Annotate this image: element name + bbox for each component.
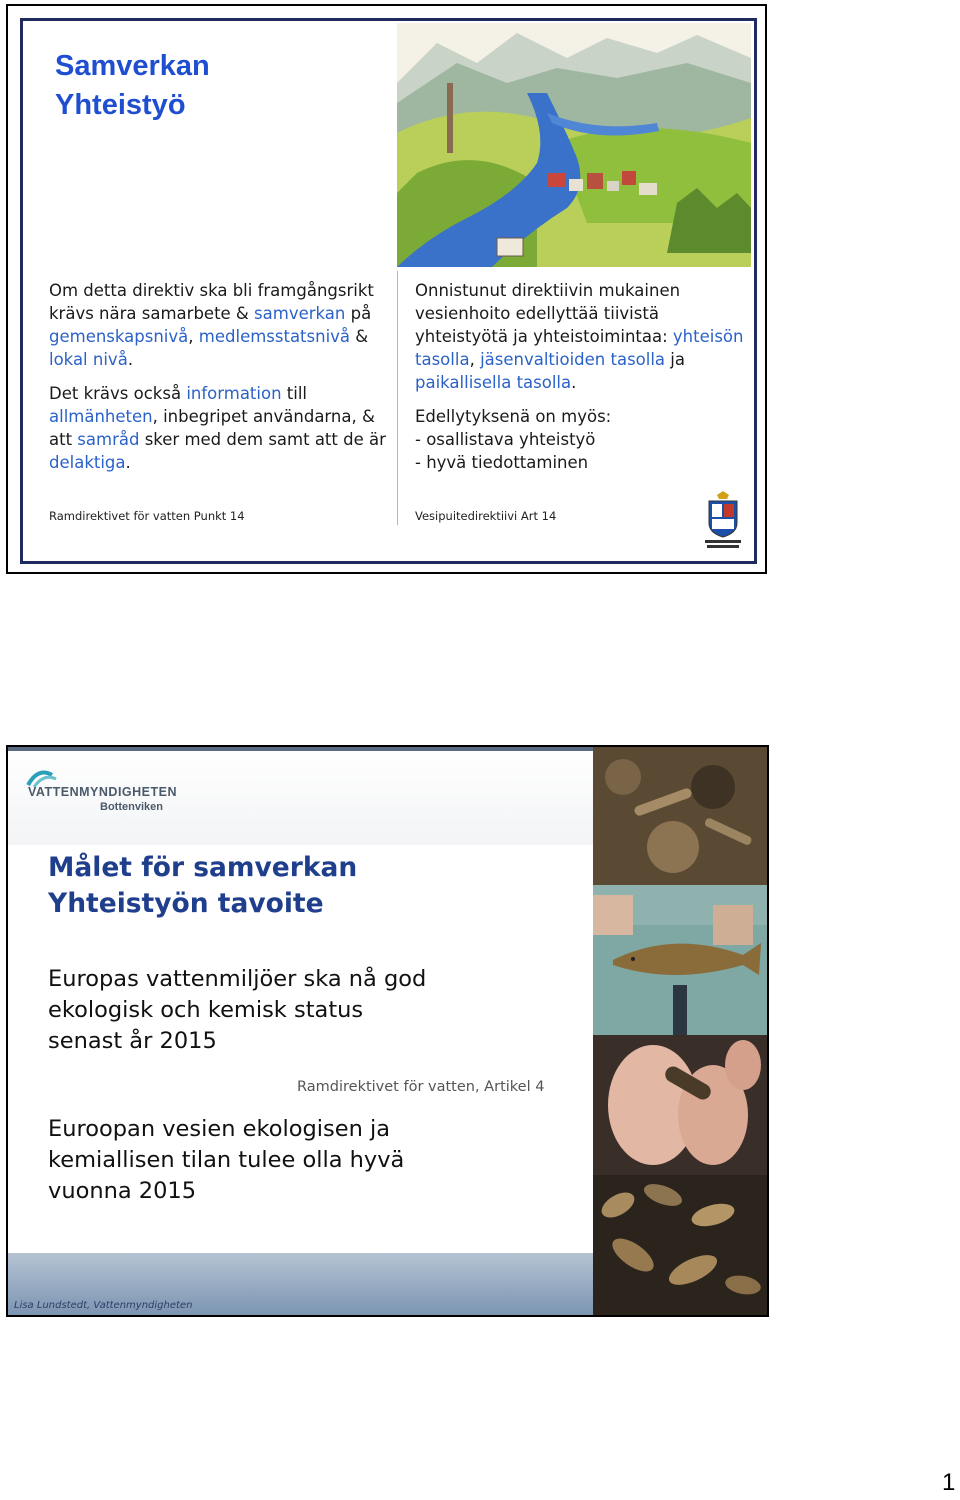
logo-name: VATTENMYNDIGHETEN xyxy=(28,785,178,799)
title-swedish: Samverkan xyxy=(55,50,210,82)
text-run: Onnistunut direktiivin mukainen vesienhoito edellyttää tiivistä yhteistyötä ja yhteistoimintaa: xyxy=(415,281,681,346)
slide-1 xyxy=(6,4,767,574)
footer-swedish-reference: Ramdirektivet för vatten Punkt 14 xyxy=(49,509,245,523)
photo-strip xyxy=(593,747,767,1315)
slide-2-title xyxy=(48,850,357,922)
finnish-paragraph-2 xyxy=(415,405,745,474)
title-finnish: Yhteistyö xyxy=(55,89,186,121)
slide-1-frame xyxy=(20,18,757,564)
column-divider xyxy=(397,271,398,525)
list-item: - hyvä tiedottaminen xyxy=(415,453,589,472)
text-run: Det krävs också xyxy=(49,384,187,403)
text-run: . xyxy=(125,453,131,472)
logo-subtitle: Bottenviken xyxy=(100,801,163,813)
text-run: . xyxy=(127,350,134,369)
highlight-medlemsstatsniva: medlemsstatsnivå xyxy=(198,327,351,346)
text-run: . xyxy=(571,373,577,392)
county-crest-logo xyxy=(701,491,745,549)
text-line: Edellytyksenä on myös: xyxy=(415,407,612,426)
text-line: Euroopan vesien ekologisen ja xyxy=(48,1116,391,1142)
text-run: till xyxy=(281,384,308,403)
highlight-samverkan: samverkan xyxy=(254,304,346,323)
text-line: ekologisk och kemisk status xyxy=(48,997,364,1023)
slide-1-title xyxy=(55,47,210,125)
highlight-yhteison-tasolla: yhteisön tasolla xyxy=(415,327,744,369)
swedish-paragraph-1 xyxy=(49,279,389,371)
swedish-paragraph-2 xyxy=(49,382,389,474)
finnish-text-column xyxy=(415,279,745,485)
article-reference: Ramdirektivet för vatten, Artikel 4 xyxy=(297,1079,545,1095)
highlight-gemenskapsniva: gemenskapsnivå xyxy=(49,327,189,346)
title-finnish: Yhteistyön tavoite xyxy=(48,888,324,919)
text-run: & xyxy=(350,327,369,346)
finnish-goal-text xyxy=(48,1114,588,1207)
text-line: Europas vattenmiljöer ska nå god xyxy=(48,966,427,992)
finnish-paragraph-1 xyxy=(415,279,745,394)
caddisfly-larvae-photo xyxy=(593,747,767,885)
highlight-lokal-niva: lokal nivå xyxy=(49,350,128,369)
text-line: vuonna 2015 xyxy=(48,1178,197,1204)
highlight-jasenvaltioiden-tasolla: jäsenvaltioiden tasolla xyxy=(480,350,666,369)
text-line: kemiallisen tilan tulee olla hyvä xyxy=(48,1147,405,1173)
stonefly-on-finger-photo xyxy=(593,1035,767,1175)
swedish-text-column xyxy=(49,279,389,485)
text-run: på xyxy=(345,304,372,323)
list-item: - osallistava yhteistyö xyxy=(415,430,596,449)
text-run: ja xyxy=(665,350,685,369)
slide-2 xyxy=(6,745,769,1317)
text-line: senast år 2015 xyxy=(48,1028,217,1054)
text-run: sker med dem samt att de är xyxy=(139,430,386,449)
highlight-samrad: samråd xyxy=(77,430,140,449)
text-run: , inbegripet användarna, & att xyxy=(49,407,375,449)
footer-finnish-reference: Vesipuitedirektiivi Art 14 xyxy=(415,509,557,523)
trout-in-hands-photo xyxy=(593,885,767,1035)
swedish-goal-text xyxy=(48,964,588,1057)
page-number: 1 xyxy=(942,1469,956,1496)
author-credit: Lisa Lundstedt, Vattenmyndigheten xyxy=(14,1300,193,1311)
text-run: , xyxy=(188,327,199,346)
text-run: , xyxy=(469,350,481,369)
river-valley-painting xyxy=(397,23,751,267)
top-border-line xyxy=(8,747,593,751)
highlight-information: information xyxy=(186,384,282,403)
highlight-delaktiga: delaktiga xyxy=(49,453,126,472)
highlight-allmanheten: allmänheten xyxy=(49,407,153,426)
title-swedish: Målet för samverkan xyxy=(48,852,358,883)
text-run: Om detta direktiv ska bli framgångsrikt krävs nära samarbete & xyxy=(49,281,374,323)
freshwater-mussels-photo xyxy=(593,1175,767,1315)
highlight-paikallisella-tasolla: paikallisella tasolla xyxy=(415,373,572,392)
